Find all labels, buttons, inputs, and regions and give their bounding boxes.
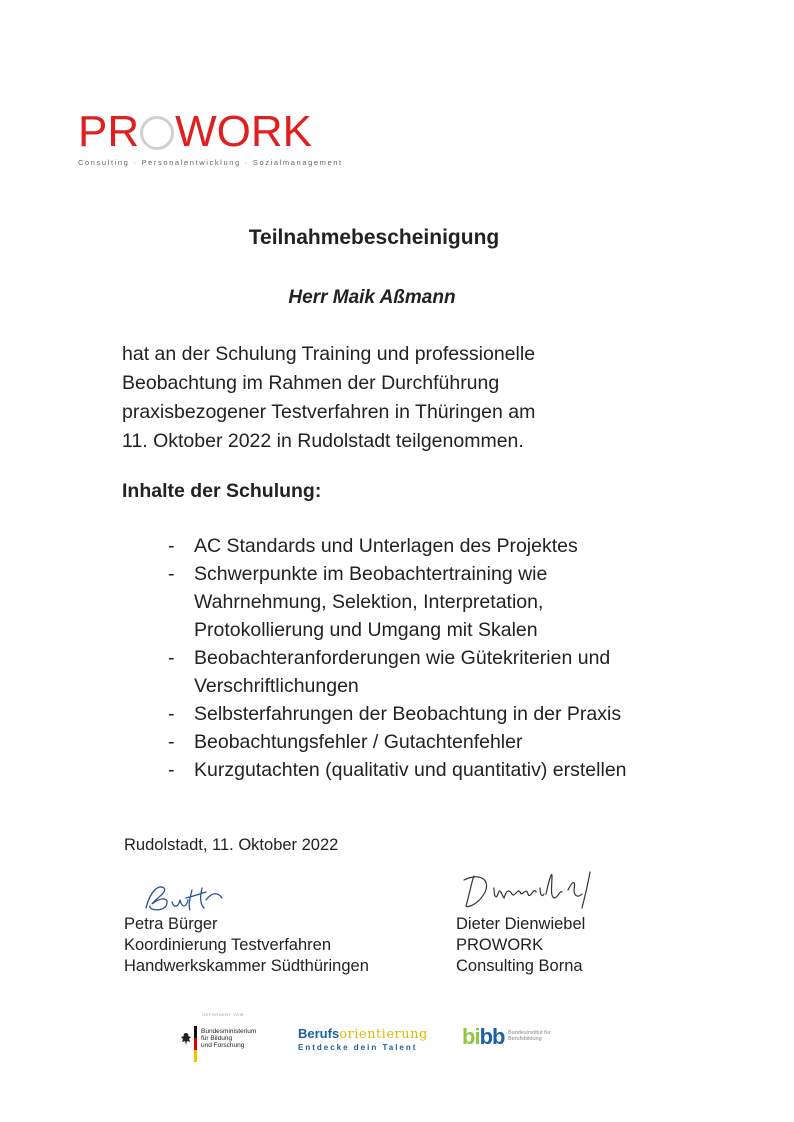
statement-line: hat an der Schulung Training und professionelle — [122, 343, 536, 365]
recipient-name: Herr Maik Aßmann — [288, 287, 456, 308]
list-item — [168, 700, 758, 728]
list-dash: - — [168, 535, 175, 557]
tagline-personalentwicklung: Personalentwicklung — [141, 158, 241, 167]
signatory-right-unit: Consulting Borna — [456, 957, 583, 975]
signatory-right — [456, 914, 706, 977]
bmbf-line: für Bildung — [201, 1035, 233, 1042]
tagline-sozialmanagement: Sozialmanagement — [252, 158, 343, 167]
list-item-text: Verschriftlichungen — [194, 675, 359, 697]
list-item — [168, 728, 758, 756]
bibb-line: Berufsbildung — [508, 1036, 542, 1042]
bibb-name — [508, 1030, 551, 1042]
list-item-text: Selbsterfahrungen der Beobachtung in der Praxis — [194, 703, 622, 725]
list-item-text: Protokollierung und Umgang mit Skalen — [194, 619, 538, 641]
sponsor-logos — [180, 1012, 600, 1070]
bmbf-line: und Forschung — [201, 1042, 245, 1049]
signatory-left — [124, 914, 424, 977]
statement-line: Beobachtung im Rahmen der Durchführung — [122, 372, 500, 394]
signatory-right-name: Dieter Dienwiebel — [456, 915, 586, 933]
bmbf-name — [201, 1028, 256, 1049]
logo-wordmark — [78, 107, 343, 156]
list-item — [168, 756, 758, 784]
logo-tagline: Consulting · Personalentwicklung · Sozialmanagement — [78, 158, 343, 167]
logo-work: WORK — [175, 107, 313, 156]
signatory-left-org: Handwerkskammer Südthüringen — [124, 957, 369, 975]
signature-dienwiebel — [456, 866, 606, 916]
bmbf-line: Bundesministerium — [201, 1028, 257, 1035]
list-item-text: Wahrnehmung, Selektion, Interpretation, — [194, 591, 544, 613]
berufs-slogan: Entdecke dein Talent — [298, 1043, 418, 1052]
bibb-line: Bundesinstitut für — [508, 1030, 551, 1036]
signatory-left-name: Petra Bürger — [124, 915, 218, 933]
signatory-left-role: Koordinierung Testverfahren — [124, 936, 331, 954]
berufsorientierung-logo — [298, 1026, 438, 1052]
place-and-date: Rudolstadt, 11. Oktober 2022 — [124, 836, 339, 854]
list-dash: - — [168, 731, 175, 753]
document-title: Teilnahmebescheinigung — [248, 226, 500, 249]
list-dash: - — [168, 703, 175, 725]
bmbf-logo — [180, 1012, 270, 1068]
list-item — [168, 644, 758, 700]
bibb-mark-green: bi — [462, 1024, 480, 1049]
contents-list — [168, 532, 758, 784]
list-dash: - — [168, 647, 175, 669]
list-item-text: AC Standards und Unterlagen des Projektes — [194, 535, 578, 557]
german-flag-bar — [194, 1026, 197, 1062]
federal-eagle-icon — [180, 1032, 192, 1049]
list-item — [168, 532, 758, 560]
list-item-text: Kurzgutachten (qualitativ und quantitativ) erstellen — [194, 759, 627, 781]
tagline-consulting: Consulting — [78, 158, 130, 167]
bibb-logo — [462, 1024, 551, 1049]
statement-line: 11. Oktober 2022 in Rudolstadt teilgenommen. — [122, 430, 524, 452]
bmbf-funded-by: GEFÖRDERT VOM — [202, 1012, 244, 1017]
orientierung-word: orientierung — [339, 1027, 428, 1042]
list-item-text: Schwerpunkte im Beobachtertraining wie — [194, 563, 548, 585]
prowork-logo — [78, 107, 343, 167]
logo-pr: PR — [78, 107, 140, 156]
list-item — [168, 560, 758, 644]
list-dash: - — [168, 563, 175, 585]
list-item-text: Beobachteranforderungen wie Gütekriterien und — [194, 647, 611, 669]
bibb-mark-blue: bb — [479, 1024, 505, 1049]
list-item-text: Beobachtungsfehler / Gutachtenfehler — [194, 731, 523, 753]
contents-heading: Inhalte der Schulung: — [122, 480, 322, 502]
statement-line: praxisbezogener Testverfahren in Thüringen am — [122, 401, 536, 423]
signature-buerger — [140, 878, 230, 918]
signatory-right-org: PROWORK — [456, 936, 544, 954]
logo-o-ring — [140, 116, 174, 150]
certificate-statement — [122, 340, 682, 456]
berufs-word: Berufs — [298, 1026, 340, 1041]
list-dash: - — [168, 759, 175, 781]
